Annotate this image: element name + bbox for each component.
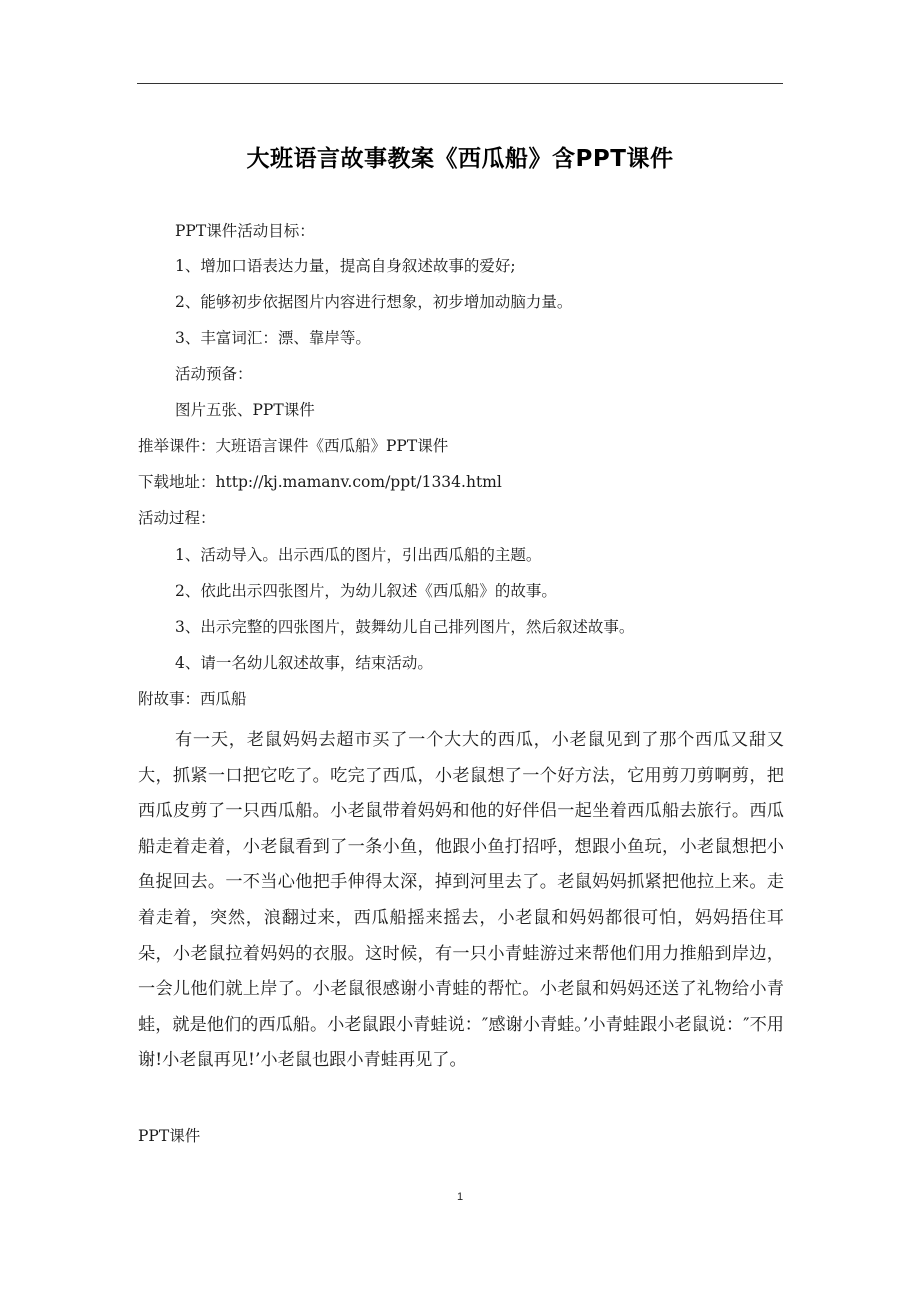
story-heading: 附故事：西瓜船: [138, 690, 247, 708]
process-step: 2、依此出示四张图片，为幼儿叙述《西瓜船》的故事。: [175, 582, 557, 600]
process-step: 1、活动导入。出示西瓜的图片，引出西瓜船的主题。: [175, 546, 542, 564]
header-rule: [137, 83, 783, 84]
story-body: 有一天，老鼠妈妈去超市买了一个大大的西瓜，小老鼠见到了那个西瓜又甜又大，抓紧一口把它吃了。吃完了西瓜，小老鼠想了一个好方法，它用剪刀剪啊剪，把西瓜皮剪了一只西瓜船。小老鼠带着妈妈和他的好伴侣一起坐着西瓜船去旅行。西瓜船走着走着，小老鼠看到了一条小鱼，他跟小鱼打招呼，想跟小鱼玩，小老鼠想把小鱼捉回去。一不当心他把手伸得太深，掉到河里去了。老鼠妈妈抓紧把他拉上来。走着走着，突然，浪翻过来，西瓜船摇来摇去，小老鼠和妈妈都很可怕，妈妈捂住耳朵，小老鼠拉着妈妈的衣服。这时候，有一只小青蛙游过来帮他们用力推船到岸边，一会儿他们就上岸了。小老鼠很感谢小青蛙的帮忙。小老鼠和妈妈还送了礼物给小青蛙，就是他们的西瓜船。小老鼠跟小青蛙说：″感谢小青蛙。’小青蛙跟小老鼠说：″不用谢!小老鼠再见!’小老鼠也跟小青蛙再见了。: [138, 730, 784, 1071]
footer-label: PPT课件: [138, 1127, 201, 1145]
goal-item: 3、丰富词汇：漂、靠岸等。: [175, 329, 371, 347]
goal-item: 1、增加口语表达力量，提高自身叙述故事的爱好;: [175, 257, 516, 275]
prep-items: 图片五张、PPT课件: [175, 401, 315, 419]
process-heading: 活动过程：: [138, 509, 216, 527]
goals-heading: PPT课件活动目标：: [175, 222, 315, 240]
download-address: 下载地址：http://kj.mamanv.com/ppt/1334.html: [138, 473, 502, 491]
process-step: 3、出示完整的四张图片，鼓舞幼儿自己排列图片，然后叙述故事。: [175, 618, 635, 636]
recommend-courseware: 推举课件：大班语言课件《西瓜船》PPT课件: [138, 437, 449, 455]
prep-heading: 活动预备：: [175, 365, 253, 383]
document-title: 大班语言故事教案《西瓜船》含PPT课件: [246, 146, 674, 172]
goal-item: 2、能够初步依据图片内容进行想象，初步增加动脑力量。: [175, 293, 573, 311]
process-step: 4、请一名幼儿叙述故事，结束活动。: [175, 654, 433, 672]
page-number: 1: [456, 1191, 464, 1203]
